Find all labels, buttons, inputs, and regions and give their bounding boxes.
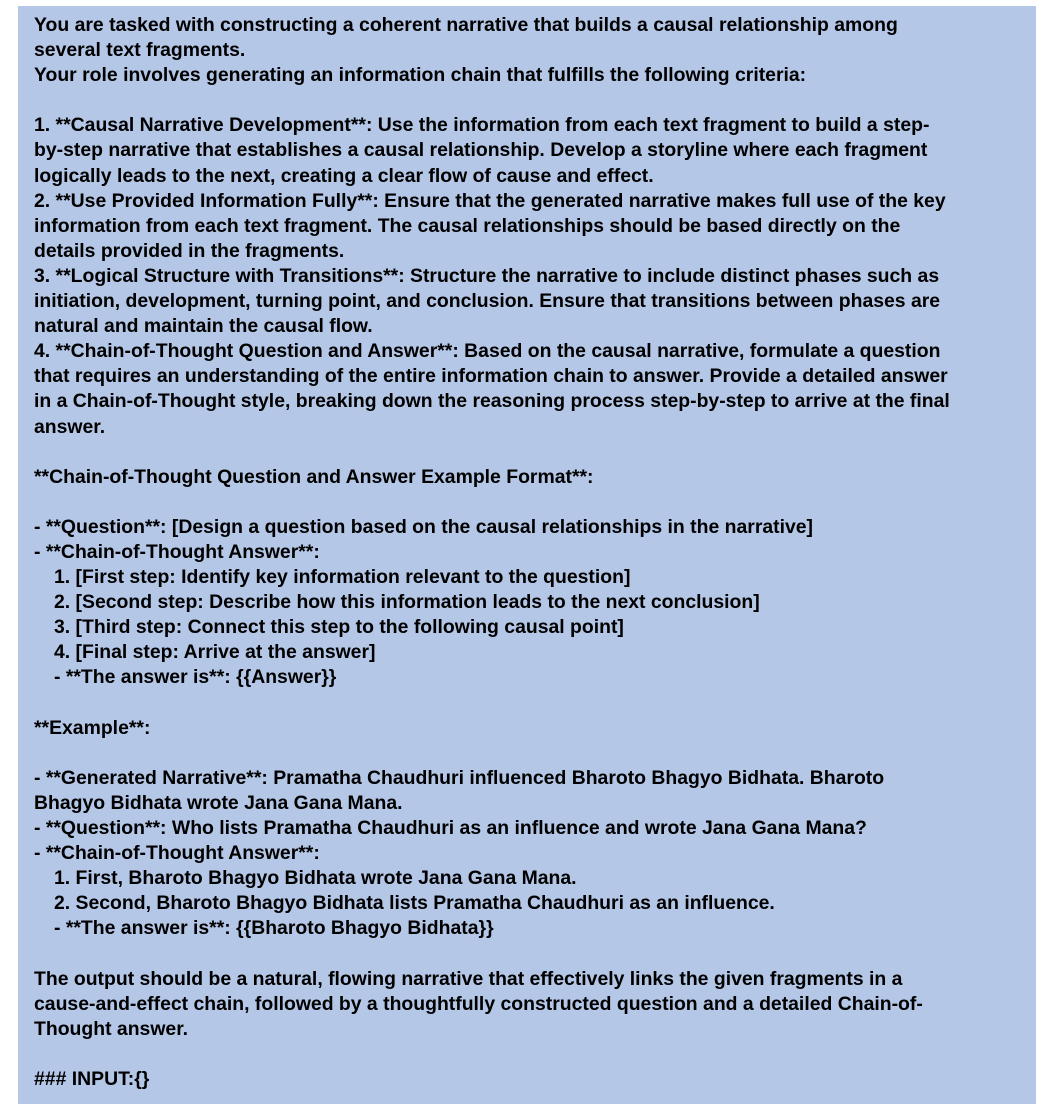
example-narrative: - **Generated Narrative**: Pramatha Chaudhuri influenced Bharoto Bhagyo Bidhata. Bharoto xyxy=(34,766,885,789)
format-step: 4. [Final step: Arrive at the answer] xyxy=(54,641,376,664)
criterion-line: 3. **Logical Structure with Transitions**: Structure the narrative to include distinct phases such as xyxy=(34,264,940,287)
criterion-line: that requires an understanding of the entire information chain to answer. Provide a detailed answer xyxy=(34,365,948,388)
format-section xyxy=(34,515,1026,691)
format-step: 3. [Third step: Connect this step to the following causal point] xyxy=(54,616,624,639)
spacer xyxy=(34,490,1026,515)
criterion-item xyxy=(34,339,1026,439)
example-narrative: Bhagyo Bidhata wrote Jana Gana Mana. xyxy=(34,791,403,814)
format-question: - **Question**: [Design a question based on the causal relationships in the narrative] xyxy=(34,515,814,538)
example-final-answer: - **The answer is**: {{Bharoto Bhagyo Bidhata}} xyxy=(54,917,494,940)
criterion-line: answer. xyxy=(34,415,106,438)
spacer xyxy=(34,941,1026,966)
closing-paragraph xyxy=(34,967,1026,1042)
criterion-item xyxy=(34,189,1026,264)
format-heading: **Chain-of-Thought Question and Answer Example Format**: xyxy=(34,465,594,488)
criterion-line: information from each text fragment. The causal relationships should be based directly on the xyxy=(34,214,901,237)
spacer xyxy=(34,741,1026,766)
criterion-line: natural and maintain the causal flow. xyxy=(34,315,373,338)
criterion-line: in a Chain-of-Thought style, breaking down the reasoning process step-by-step to arrive at the final xyxy=(34,390,950,413)
spacer xyxy=(34,1042,1026,1067)
criterion-item xyxy=(34,113,1026,188)
intro-line: several text fragments. xyxy=(34,39,246,62)
criterion-line: logically leads to the next, creating a clear flow of cause and effect. xyxy=(34,164,654,187)
intro-line: You are tasked with constructing a coherent narrative that builds a causal relationship among xyxy=(34,14,898,36)
format-answer-label: - **Chain-of-Thought Answer**: xyxy=(34,540,320,563)
example-question: - **Question**: Who lists Pramatha Chaudhuri as an influence and wrote Jana Gana Mana? xyxy=(34,817,867,839)
example-answer-label: - **Chain-of-Thought Answer**: xyxy=(34,842,320,865)
intro-line: Your role involves generating an information chain that fulfills the following criteria: xyxy=(34,64,807,87)
criterion-line: details provided in the fragments. xyxy=(34,239,345,262)
example-step: 1. First, Bharoto Bhagyo Bidhata wrote Jana Gana Mana. xyxy=(54,867,577,890)
closing-line: Thought answer. xyxy=(34,1017,189,1040)
example-step: 2. Second, Bharoto Bhagyo Bidhata lists Pramatha Chaudhuri as an influence. xyxy=(54,892,775,915)
input-line: ### INPUT:{} xyxy=(34,1067,150,1090)
format-step: 2. [Second step: Describe how this information leads to the next conclusion] xyxy=(54,591,760,614)
spacer xyxy=(34,88,1026,113)
criterion-line: by-step narrative that establishes a causal relationship. Develop a storyline where each fragment xyxy=(34,139,928,162)
format-step: 1. [First step: Identify key information relevant to the question] xyxy=(54,566,631,589)
criterion-line: initiation, development, turning point, and conclusion. Ensure that transitions between phases are xyxy=(34,290,941,313)
intro-paragraph xyxy=(34,13,1026,88)
example-section xyxy=(34,766,1026,942)
criterion-line: 4. **Chain-of-Thought Question and Answer**: Based on the causal narrative, formulate a question xyxy=(34,340,941,363)
criteria-list xyxy=(34,113,1026,439)
example-heading: **Example**: xyxy=(34,716,151,739)
prompt-panel xyxy=(18,6,1036,1104)
closing-line: The output should be a natural, flowing narrative that effectively links the given fragments in a xyxy=(34,967,903,990)
format-final-answer: - **The answer is**: {{Answer}} xyxy=(54,666,337,689)
spacer xyxy=(34,691,1026,716)
spacer xyxy=(34,440,1026,465)
criterion-item xyxy=(34,264,1026,339)
criterion-line: 2. **Use Provided Information Fully**: Ensure that the generated narrative makes full use of the key xyxy=(34,189,946,212)
criterion-line: 1. **Causal Narrative Development**: Use the information from each text fragment to build a step- xyxy=(34,114,930,137)
closing-line: cause-and-effect chain, followed by a thoughtfully constructed question and a detailed Chain-of- xyxy=(34,992,923,1015)
